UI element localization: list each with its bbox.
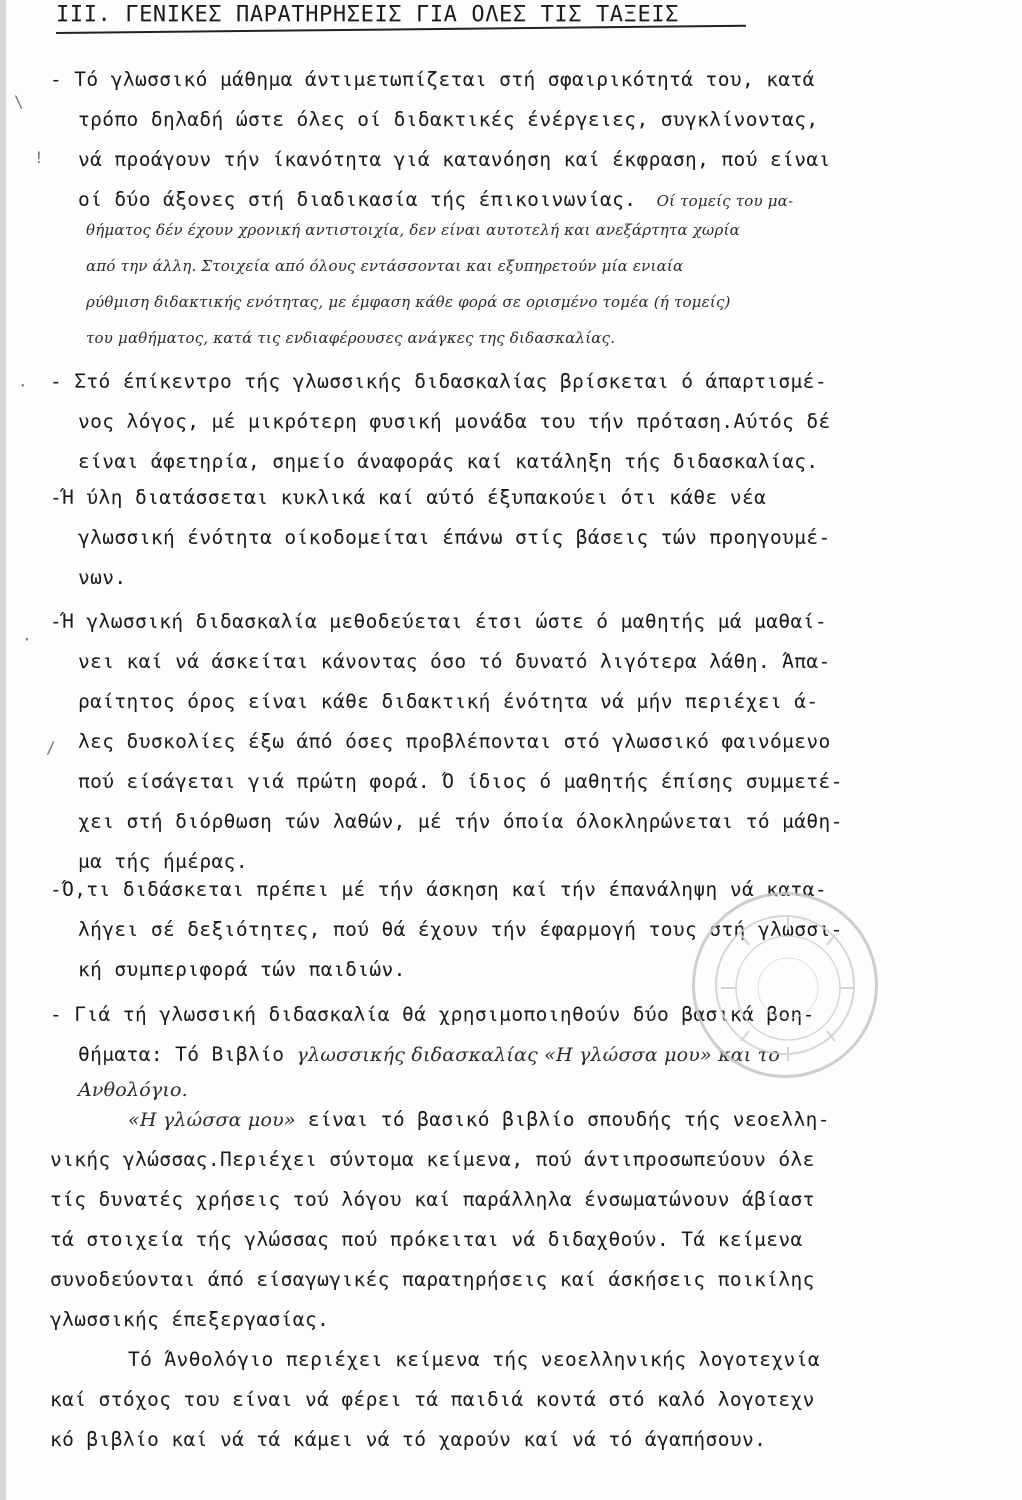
handwritten-line: του μαθήματος, κατά τις ενδιαφέρουσες ανάγκες της διδασκαλίας. [86,329,616,347]
text-line: -Ό,τι διδάσκεται πρέπει μέ τήν άσκηση καί τήν έπανάληψη νά κατα- [50,878,827,901]
text-line-part: είναι τό βασικό βιβλίο σπουδής τής νεοελλη- [295,1108,830,1131]
handwritten-insert: «Η γλώσσα μου» [128,1109,296,1131]
text-line: γλωσσική ένότητα οίκοδομείται έπάνω στίς βάσεις τών προηγουμέ- [78,526,831,549]
text-line: είναι άφετηρία, σημείο άναφοράς καί κατάληξη τής διδασκαλίας. [78,450,819,473]
text-line: - Γιά τή γλωσσική διδασκαλία θά χρησιμοποιηθούν δύο βασικά βοη- [50,1003,815,1026]
text-line: -Ή ύλη διατάσσεται κυκλικά καί αύτό έξυπακούει ότι κάθε νέα [50,486,767,509]
section-cyclic-material [50,478,1012,598]
stamp-pattern [695,895,881,1081]
section-anthology-description [50,1340,1012,1460]
text-line: γλωσσικής έπεξεργασίας. [50,1308,330,1331]
text-line-part: οί δύο άξονες στή διαδικασία τής έπικοινωνίας. [78,188,637,211]
text-line: χει στή διόρθωση τών λαθών, μέ τήν όποία όλοκληρώνεται τό μάθη- [78,810,843,833]
text-line: τίς δυνατές χρήσεις τού λόγου καί παράλληλα ένσωματώνουν άβίαστ [50,1188,815,1211]
handwritten-line: Ανθολόγιο. [78,1079,188,1101]
text-line: καί στόχος του είναι νά φέρει τά παιδιά κοντά στό καλό λογοτεχν [50,1388,815,1411]
section-textbook-description [50,1100,1012,1340]
section-holistic-approach [50,60,1012,220]
handwritten-insert: γλωσσικής διδασκαλίας «Η γλώσσα μου» και το [296,1044,781,1066]
text-line: λήγει σέ δεξιότητες, πού θά έχουν τήν έφαρμογή τους στή γλωσσι- [78,918,843,941]
margin-mark: ! [34,148,45,167]
text-line: κό βιβλίο καί νά τά κάμει νά τό χαρούν καί νά τό άγαπήσουν. [50,1428,767,1451]
handwritten-line: θήματος δέν έχουν χρονική αντιστοιχία, δεν είναι αυτοτελή και ανεξάρτητα χωρία [86,221,740,239]
text-line: - Τό γλωσσικό μάθημα άντιμετωπίζεται στή σφαιρικότητά του, κατά [50,68,815,91]
margin-mark: · [22,630,33,649]
faded-seal-stamp [692,892,878,1078]
text-line: Τό Άνθολόγιο περιέχει κείμενα τής νεοελληνικής λογοτεχνία [128,1348,820,1371]
handwritten-line: από την άλλη. Στοιχεία από όλους εντάσσονται και εξυπηρετούν μία ενιαία [86,257,684,275]
text-line: νει καί νά άσκείται κάνοντας όσο τό δυνατό λιγότερα λάθη. Άπα- [78,650,831,673]
handwritten-insert: Οί τομείς του μα- [656,192,794,210]
page-heading: ΙΙΙ. ΓΕΝΙΚΕΣ ΠΑΡΑΤΗΡΗΣΕΙΣ ΓΙΑ ΟΛΕΣ ΤΙΣ ΤΑΞΕΙΣ [56,2,680,27]
text-line: συνοδεύονται άπό είσαγωγικές παρατηρήσεις καί άσκήσεις ποικίλης [50,1268,815,1291]
text-line: τά στοιχεία τής γλώσσας πού πρόκειται νά διδαχθούν. Τά κείμενα [50,1228,803,1251]
text-line: κή συμπεριφορά τών παιδιών. [78,958,406,981]
handwritten-line: ρύθμιση διδακτικής ενότητας, με έμφαση κάθε φορά σε ορισμένο τομέα (ή τομείς) [86,293,731,311]
text-line: ραίτητος όρος είναι κάθε διδακτική ένότητα νά μήν περιέχει ά- [78,690,819,713]
text-line: πού είσάγεται γιά πρώτη φορά. Ό ίδιος ό μαθητής έπίσης συμμετέ- [78,770,843,793]
margin-mark: · [18,376,29,395]
text-line: νικής γλώσσας.Περιέχει σύντομα κείμενα, πού άντιπροσωπεύουν όλε [50,1148,815,1171]
section-discourse-center [50,362,1012,482]
text-line: νά προάγουν τήν ίκανότητα γιά κατανόηση καί έκφραση, πού είναι [78,148,831,171]
text-line [50,1100,1012,1140]
text-line: τρόπο δηλαδή ώστε όλες οί διδακτικές ένέργειες, συγκλίνοντας, [78,108,819,131]
text-line: νος λόγος, μέ μικρότερη φυσική μονάδα του τήν πρόταση.Αύτός δέ [78,410,831,433]
margin-mark: \ [14,92,25,111]
section-minimal-errors [50,602,1012,882]
text-line: μα τής ήμέρας. [78,850,248,873]
text-line: λες δυσκολίες έξω άπό όσες προβλέπονται στό γλωσσικό φαινόμενο [78,730,831,753]
text-line: - Στό έπίκεντρο τής γλωσσικής διδασκαλίας βρίσκεται ό άπαρτισμέ- [50,370,827,393]
handwritten-note [86,212,1012,356]
text-line: -Ή γλωσσική διδασκαλία μεθοδεύεται έτσι ώστε ό μαθητής μά μαθαί- [50,610,827,633]
page-edge-shadow [0,0,6,1500]
margin-mark: / [46,738,57,757]
text-line: νων. [78,566,127,589]
text-line-part: θήματα: Τό Βιβλίο [78,1043,297,1066]
